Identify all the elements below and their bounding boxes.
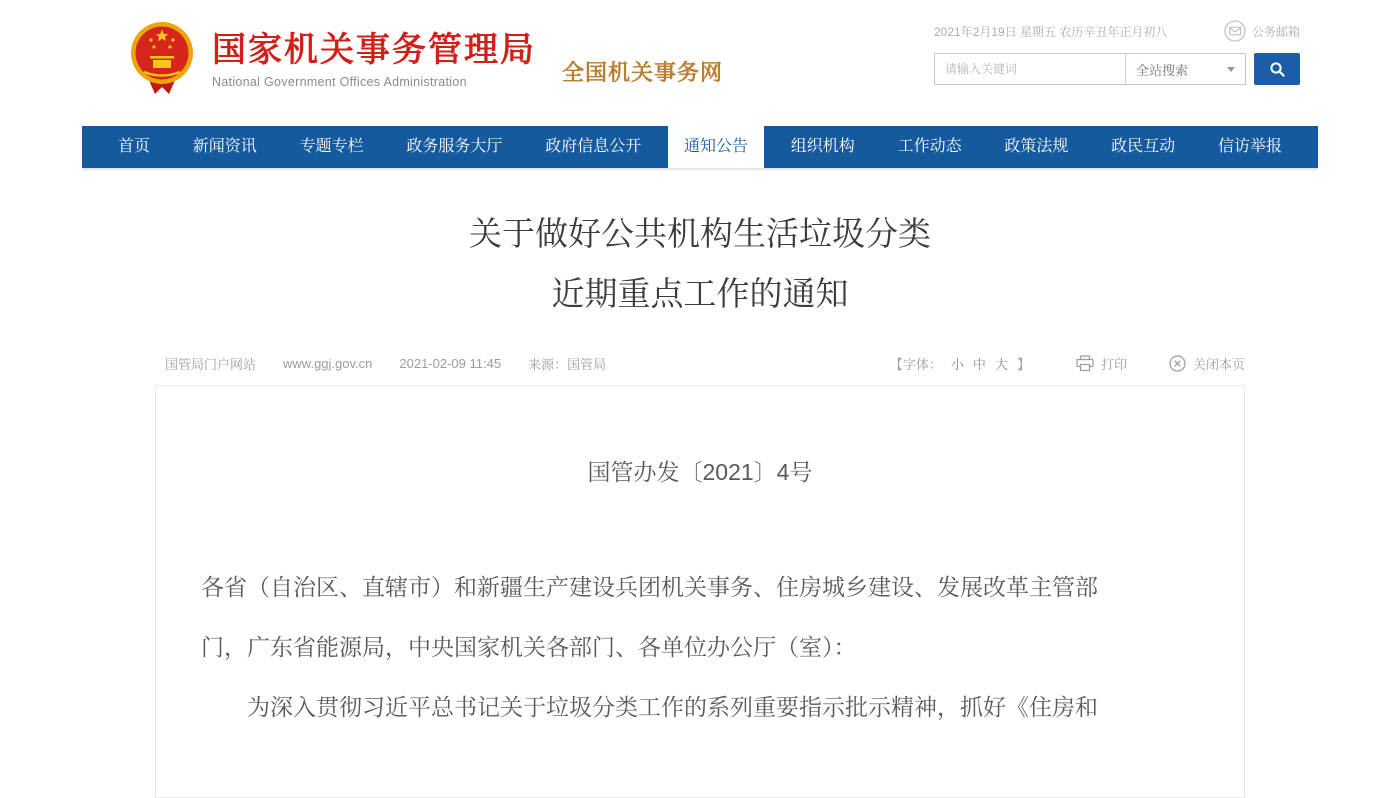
article-body	[155, 385, 1245, 798]
print-button[interactable]	[1076, 354, 1127, 373]
close-page-label: 关闭本页	[1192, 357, 1245, 372]
nav-item-news[interactable]: 新闻资讯	[192, 138, 257, 155]
font-size-medium-button[interactable]: 中	[972, 357, 986, 372]
printer-icon	[1076, 355, 1094, 372]
search-button[interactable]	[1254, 53, 1300, 85]
chevron-down-icon	[1227, 67, 1235, 72]
search-input[interactable]	[935, 54, 1125, 84]
nav-item-service-hall[interactable]: 政务服务大厅	[406, 138, 503, 155]
print-label: 打印	[1100, 357, 1127, 372]
meta-source: 来源：国管局	[528, 357, 607, 372]
main-nav	[82, 126, 1318, 168]
document-number: 国管办发〔2021〕4号	[587, 459, 813, 485]
national-emblem-icon	[130, 20, 194, 98]
paragraph-line: 为深入贯彻习近平总书记关于垃圾分类工作的系列重要指示批示精神，抓好《住房和	[247, 694, 1098, 720]
paragraph-body	[201, 677, 1199, 737]
mailbox-label: 公务邮箱	[1251, 24, 1300, 39]
site-name: 国家机关事务管理局	[212, 30, 536, 69]
page-title-line1: 关于做好公共机构生活垃圾分类	[469, 215, 931, 252]
close-page-button[interactable]	[1169, 354, 1245, 373]
font-label-open: 【字体：	[889, 357, 942, 372]
header-right	[934, 20, 1300, 85]
font-label-close: 】	[1016, 357, 1030, 372]
meta-publish-time: 2021-02-09 11:45	[399, 356, 502, 371]
article-meta	[155, 354, 1245, 373]
portal-name: 全国机关事务网	[562, 60, 724, 85]
site-name-english: National Government Offices Administration	[212, 75, 467, 90]
paragraph-line: 各省（自治区、直辖市）和新疆生产建设兵团机关事务、住房城乡建设、发展改革主管部	[201, 574, 1098, 600]
paragraph-line: 门，广东省能源局，中央国家机关各部门、各单位办公厅（室）：	[201, 634, 857, 660]
nav-item-policies[interactable]: 政策法规	[1004, 138, 1069, 155]
close-icon	[1169, 355, 1186, 372]
page-title-line2: 近期重点工作的通知	[551, 275, 849, 312]
font-size-small-button[interactable]: 小	[950, 357, 964, 372]
nav-item-work-updates[interactable]: 工作动态	[897, 138, 962, 155]
meta-site-url: www.ggj.gov.cn	[283, 356, 373, 371]
mailbox-link[interactable]	[1224, 20, 1300, 42]
nav-item-home[interactable]: 首页	[118, 138, 151, 155]
search-scope-dropdown[interactable]	[1125, 54, 1245, 84]
site-header	[0, 0, 1400, 98]
page-title	[0, 204, 1400, 324]
nav-item-petition[interactable]: 信访举报	[1217, 138, 1282, 155]
nav-item-notices[interactable]: 通知公告	[668, 126, 764, 168]
site-logo[interactable]	[130, 20, 536, 98]
nav-item-info-disclosure[interactable]: 政府信息公开	[545, 138, 642, 155]
search-icon	[1269, 61, 1286, 78]
date-line: 2021年2月19日 星期五 农历辛丑年正月初八	[934, 24, 1168, 39]
nav-item-interaction[interactable]: 政民互动	[1111, 138, 1176, 155]
font-size-large-button[interactable]: 大	[994, 357, 1008, 372]
font-size-controls	[890, 354, 1030, 373]
paragraph-addressee	[201, 557, 1199, 677]
nav-item-organization[interactable]: 组织机构	[790, 138, 855, 155]
meta-source-site: 国管局门户网站	[165, 357, 257, 372]
search-scope-label: 全站搜索	[1136, 62, 1189, 78]
mail-icon	[1224, 20, 1246, 42]
nav-item-topics[interactable]: 专题专栏	[299, 138, 364, 155]
